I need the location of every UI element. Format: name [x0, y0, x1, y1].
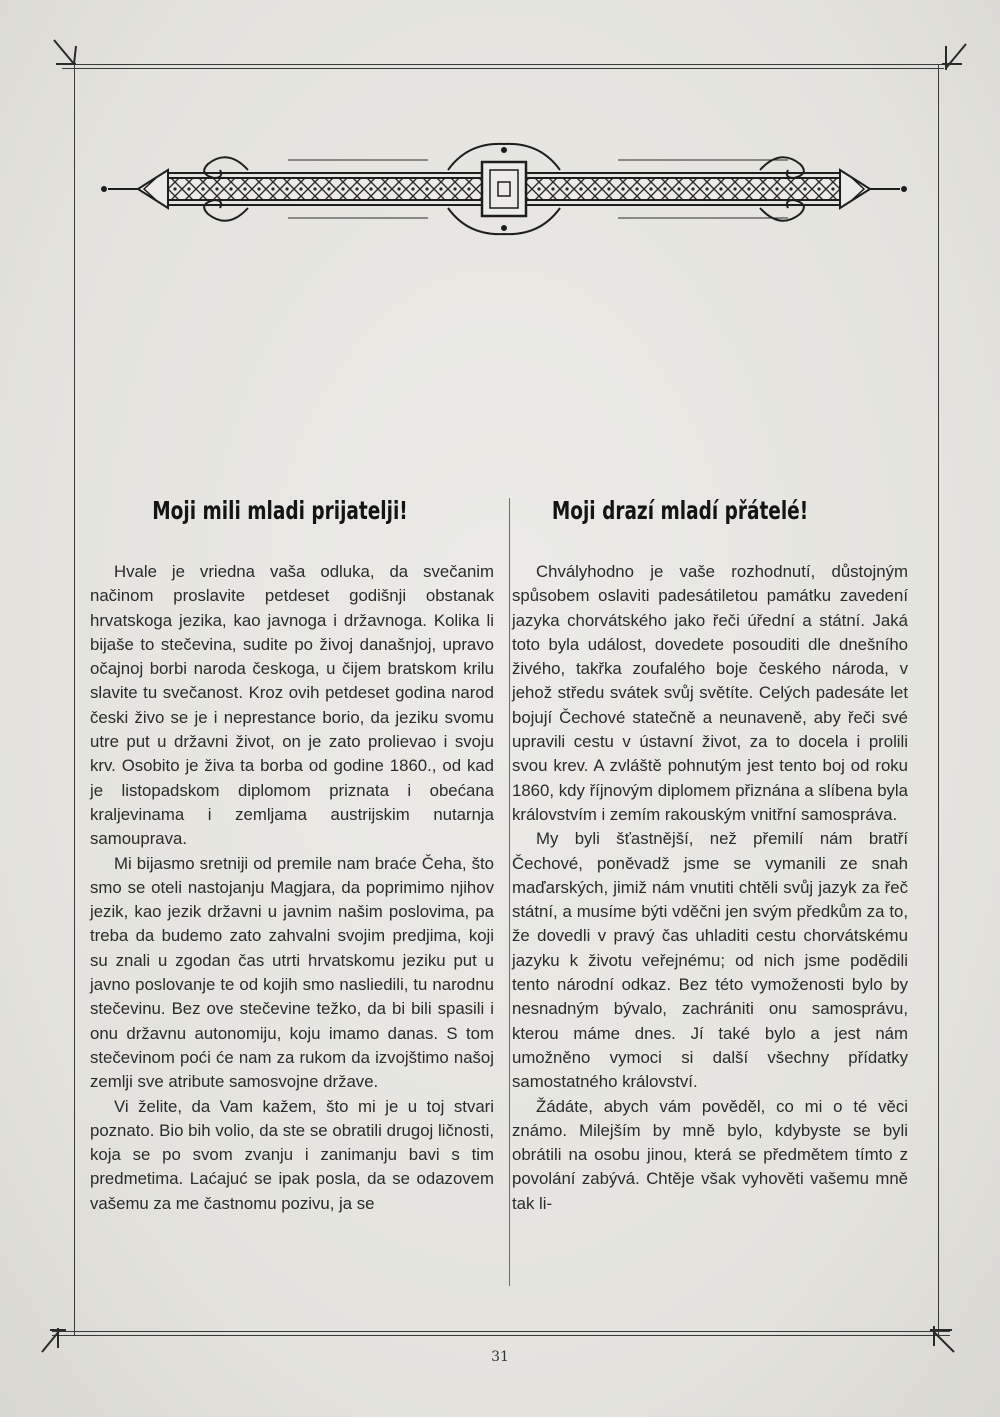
frame-bottom-rule [52, 1331, 950, 1332]
frame-right-rule [938, 64, 939, 1335]
frame-top-rule [62, 64, 944, 65]
page-number: 31 [491, 1349, 509, 1365]
frame-left-rule [74, 64, 75, 1335]
corner-mark-top-right [936, 40, 976, 80]
corner-mark-top-left [46, 36, 86, 76]
croatian-text-column [90, 560, 494, 1216]
croatian-paragraph: Mi bijasmo sretniji od premile nam braće Čeha, što smo se oteli nastojanju Magjara, da poprimimo njihov jezik, kao jezik državni u javnim našim poslovima, pa treba da budemo zato zahvalni svojim predjima, koji su znali u zgodan čas utrti hrvatskomu jeziku put u javno poslovanje te od kojih smo nasliedili, tu narodnu stečevinu. Bez ove stečevine težko, da bi bili spasili i onu državnu autonomiju, koju imamo danas. S tom stečevinom poći će nam za rukom da izvojštimo našoj zemlji sve atribute samosvojne države. [90, 853, 494, 1092]
croatian-paragraph: Hvale je vriedna vaša odluka, da svečanim načinom proslavite petdeset godišnji obstanak hrvatskoga jezika, kao javnoga i državnoga. Kolika li bijaše to stečevina, sudite po živoj današnjoj, upravo očajnoj borbi naroda českoga, u čijem bratskom krilu slavite tu svečanost. Kroz ovih petdeset godina narod česki živo se je i neprestance borio, da jeziku svomu utre put u državni život, on je zato prolievao i svoju krv. Osobito je živa ta borba od godine 1860., od kad je listopadskom diplomom priznata i obećana kraljevinama i zemljama austrijskim nutarnja samouprava. [90, 562, 494, 849]
czech-text-column [512, 560, 908, 1216]
decorative-headpiece-ornament [98, 140, 910, 236]
czech-paragraph: Žádáte, abych vám pověděl, co mi o té věci známo. Milejším by mně bylo, kdybyste se byli obrátili na osobu jinou, která se předmětem tímto z povolání zabývá. Chtěje však vyhověti vašemu mně tak li- [512, 1096, 908, 1213]
czech-paragraph: Chvályhodno je vaše rozhodnutí, důstojným spůsobem oslaviti padesátiletou památku zavedení jazyka chorvátského jako řeči úřední a státní. Jaká toto byla událost, dovedete posouditi dle dnešního živého, takřka zoufalého boje českého národa, v jehož středu svátek svůj světíte. Celých padesáte let bojují Čechové statečně a neunaveně, aby řeči své upravili cestu v ústavní život, za to docela i prolili svou krev. A zvláště pohnutým jest tento boj od roku 1860, kdy říjnovým diplomem přiznána a slíbena byla královstvím i zemím rakouským vnitřní samospráva. [512, 562, 908, 824]
czech-heading: Moji drazí mladí přátelé! [551, 496, 809, 525]
frame-top-rule-inner [62, 68, 944, 69]
czech-paragraph: My byli šťastnější, než přemilí nám bratří Čechové, poněvadž jsme se vymanili ze snah maďarských, jimiž nám vnutiti chtěli svůj jazyk za řeč státní, a musíme býti vděčni jen svým předkům za to, že dovedli v pravý čas uhladiti cestu chorvátskému jazyku k životu veřejnému; od nich jsme podědili tento národní odkaz. Bez této vymoženosti bylo by nesnadným bývalo, zachrániti onu samosprávu, kterou máme dnes. Jí také bylo a jest nám umožněno vymoci si další všechny přídatky samostatného království. [512, 829, 908, 1092]
croatian-heading: Moji mili mladi prijatelji! [152, 496, 408, 525]
corner-mark-bottom-right [924, 1316, 964, 1356]
croatian-paragraph: Vi želite, da Vam kažem, što mi je u toj stvari poznato. Bio bih volio, da ste se obratili drugoj ličnosti, koja se po svom zvanju i zanimanju bavi s tim predmetima. Laćajuć se ipak posla, da se odazovem vašemu za me častnomu pozivu, ja se [90, 1096, 494, 1213]
frame-bottom-rule-inner [52, 1335, 950, 1336]
corner-mark-bottom-left [36, 1316, 76, 1356]
column-divider [509, 498, 510, 1286]
